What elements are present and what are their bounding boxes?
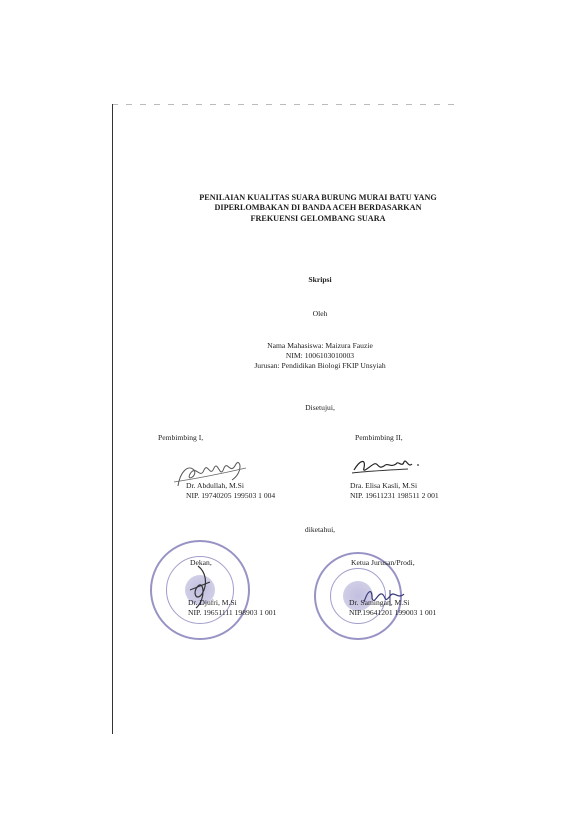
dean-nip: NIP. 19651111 198903 1 001 [188,608,277,617]
approved-label: Disetujui, [305,403,335,412]
document-type: Skripsi [308,275,332,284]
head-role: Ketua Jurusan/Prodi, [351,558,415,567]
head-nip: NIP.19641201 199003 1 001 [349,608,437,617]
supervisor2-signature [350,454,425,479]
student-department: Jurusan: Pendidikan Biologi FKIP Unsyiah [254,361,386,370]
acknowledged-label: diketahui, [304,525,336,534]
supervisor2-nip: NIP. 19611231 198511 2 001 [350,491,439,500]
title-line: PENILAIAN KUALITAS SUARA BURUNG MURAI BATU YANG [199,193,437,202]
student-name: Nama Mahasiswa: Maizura Fauzie [267,341,373,350]
supervisor2-role: Pembimbing II, [355,433,403,442]
supervisor1-role: Pembimbing I, [158,433,204,442]
supervisor1-name: Dr. Abdullah, M.Si [186,481,245,490]
student-nim: NIM: 1006103010003 [285,351,355,360]
supervisor1-nip: NIP. 19740205 199503 1 004 [186,491,276,500]
title-line: FREKUENSI GELOMBANG SUARA [250,213,386,223]
dean-name: Dr. Djufri, M.Si [188,598,237,607]
title-line: DIPERLOMBAKAN DI BANDA ACEH BERDASARKAN [214,203,422,213]
thesis-title [170,193,466,224]
head-name: Dr. Samingan, M.Si [349,598,410,607]
page-left-edge [112,104,113,734]
dean-role: Dekan, [190,558,212,567]
supervisor2-name: Dra. Elisa Kasli, M.Si [350,481,418,490]
page-top-edge [112,104,457,105]
by-label: Oleh [312,309,328,318]
